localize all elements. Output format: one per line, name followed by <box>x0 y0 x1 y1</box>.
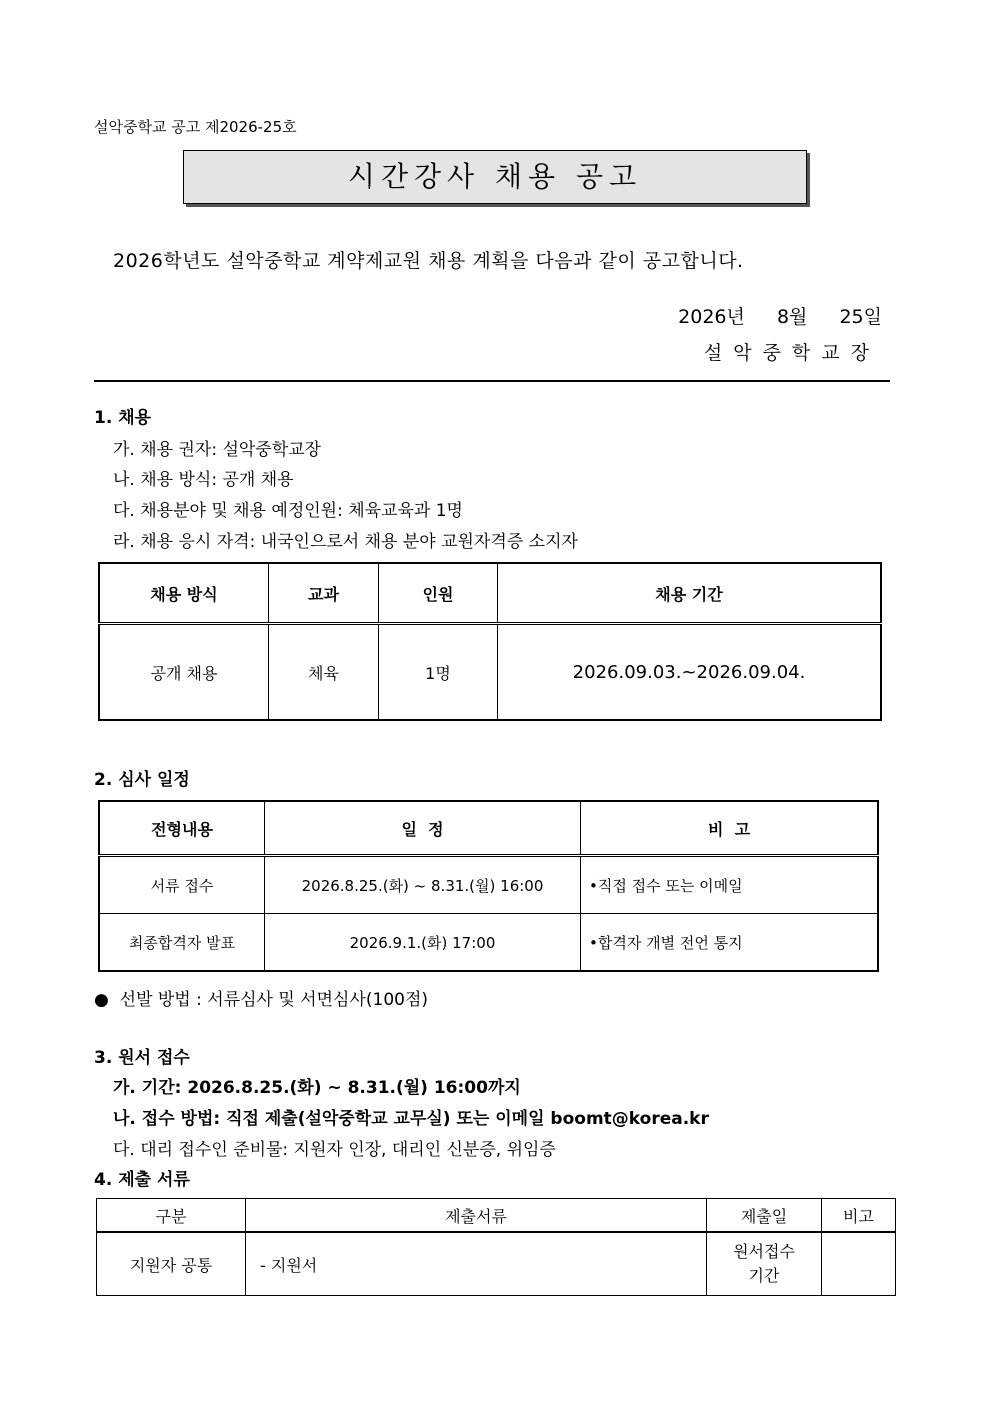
cell: 2026.8.25.(화) ~ 8.31.(월) 16:00 <box>265 856 581 914</box>
col-header: 일 정 <box>265 801 581 856</box>
divider <box>94 380 890 382</box>
section3-item: 나. 접수 방법: 직접 제출(설악중학교 교무실) 또는 이메일 boomt@korea.kr <box>113 1109 709 1129</box>
section3-item: 다. 대리 접수인 준비물: 지원자 인장, 대리인 신분증, 위임증 <box>113 1140 556 1160</box>
col-header: 채용 방식 <box>99 563 269 624</box>
cell: 원서접수 기간 <box>707 1232 822 1296</box>
section2-heading: 2. 심사 일정 <box>94 770 190 790</box>
col-header: 제출일 <box>707 1199 822 1233</box>
col-header: 비 고 <box>581 801 879 856</box>
cell: 최종합격자 발표 <box>99 914 265 972</box>
col-header: 비고 <box>822 1199 896 1233</box>
cell: 공개 채용 <box>99 624 269 721</box>
page-title: 시간강사 채용 공고 <box>347 160 643 193</box>
col-header: 인원 <box>379 563 498 624</box>
cell: 1명 <box>379 624 498 721</box>
cell: - 지원서 <box>246 1232 707 1296</box>
section4-heading: 4. 제출 서류 <box>94 1170 190 1190</box>
section3-heading: 3. 원서 접수 <box>94 1048 190 1068</box>
section1-item: 가. 채용 권자: 설악중학교장 <box>113 440 321 460</box>
cell: 2026.09.03.~2026.09.04. <box>498 624 882 721</box>
cell: 2026.9.1.(화) 17:00 <box>265 914 581 972</box>
cell <box>822 1232 896 1296</box>
schedule-table <box>98 800 879 972</box>
section1-heading: 1. 채용 <box>94 408 152 428</box>
table-row <box>99 856 878 914</box>
cell: 체육 <box>269 624 379 721</box>
col-header: 제출서류 <box>246 1199 707 1233</box>
cell: 서류 접수 <box>99 856 265 914</box>
intro-text: 2026학년도 설악중학교 계약제교원 채용 계획을 다음과 같이 공고합니다. <box>113 250 744 272</box>
table-row <box>99 914 878 972</box>
col-header: 교과 <box>269 563 379 624</box>
col-header: 구분 <box>97 1199 246 1233</box>
cell: 지원자 공통 <box>97 1232 246 1296</box>
section1-item: 나. 채용 방식: 공개 채용 <box>113 470 294 490</box>
selection-method-note: ● 선발 방법 : 서류심사 및 서면심사(100점) <box>94 990 429 1010</box>
recruitment-table <box>98 562 882 721</box>
cell: •합격자 개별 전언 통지 <box>581 914 879 972</box>
cell: •직접 접수 또는 이메일 <box>581 856 879 914</box>
documents-table <box>96 1198 896 1296</box>
table-row <box>97 1232 896 1296</box>
principal-name: 설악중학교장 <box>703 342 880 364</box>
section1-item: 다. 채용분야 및 채용 예정인원: 체육교육과 1명 <box>113 501 463 521</box>
notice-number: 설악중학교 공고 제2026-25호 <box>94 118 297 136</box>
table-row <box>99 624 881 721</box>
section1-item: 라. 채용 응시 자격: 내국인으로서 채용 분야 교원자격증 소지자 <box>113 532 578 552</box>
section3-item: 가. 기간: 2026.8.25.(화) ~ 8.31.(월) 16:00까지 <box>113 1078 521 1098</box>
col-header: 채용 기간 <box>498 563 882 624</box>
title-box <box>183 150 807 204</box>
col-header: 전형내용 <box>99 801 265 856</box>
notice-date: 2026년 8월 25일 <box>678 306 882 328</box>
